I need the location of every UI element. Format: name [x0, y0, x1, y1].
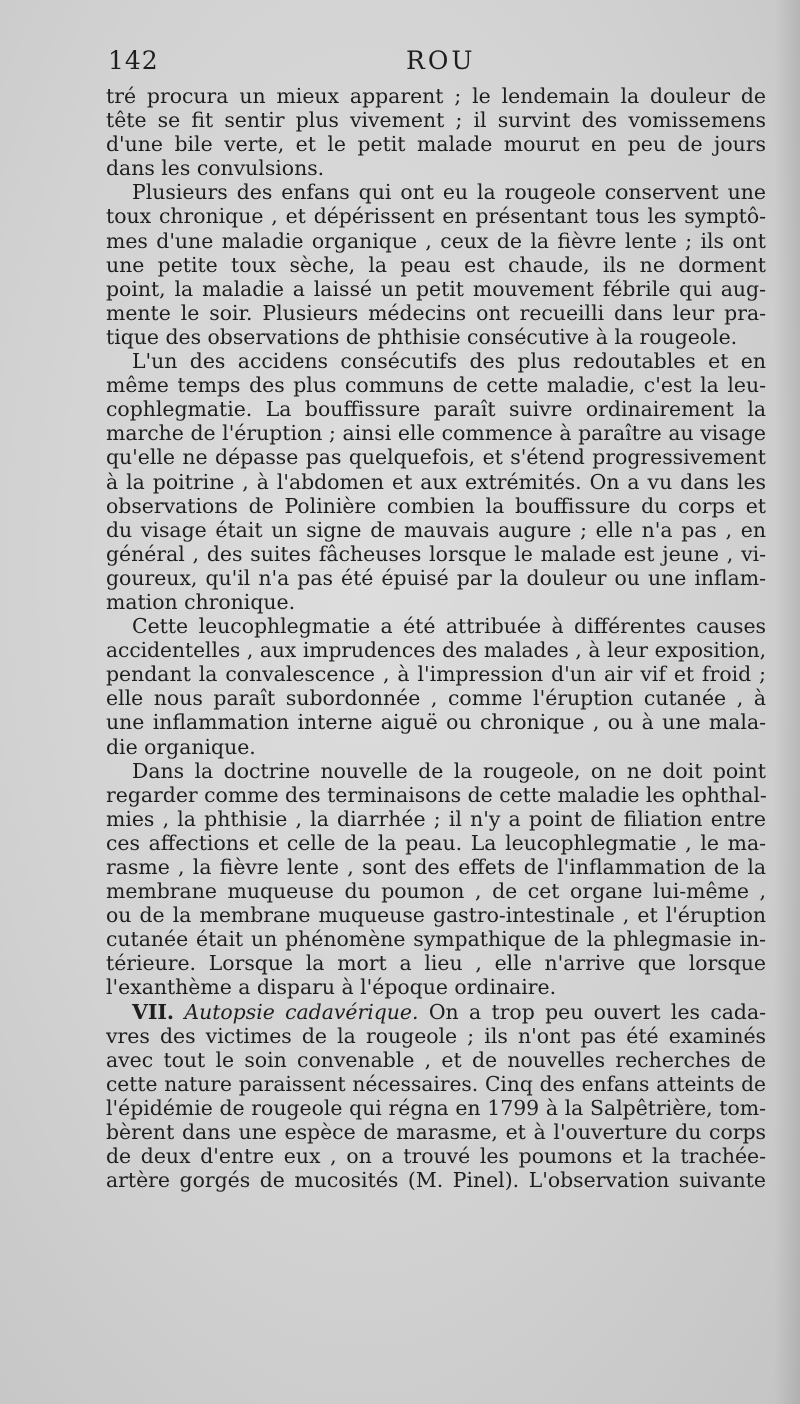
text-line: L'un des accidens consécutifs des plus redoutables et en [132, 349, 766, 374]
running-head [108, 46, 764, 86]
text-line: cophlegmatie. La bouffissure paraît suivre ordinairement la [106, 397, 766, 422]
text-line: tique des observations de phthisie consécutive à la rougeole. [106, 324, 738, 349]
text-line: avec tout le soin convenable , et de nouvelles recherches de [106, 1047, 766, 1072]
text-line: général , des suites fâcheuses lorsque le malade est jeune , vi- [106, 541, 766, 566]
text-line: ces affections et celle de la peau. La leucophlegmatie , le ma- [106, 830, 766, 855]
text-line: dans les convulsions. [106, 156, 325, 181]
text-line: pendant la convalescence , à l'impression d'un air vif et froid ; [106, 662, 766, 687]
text-line: térieure. Lorsque la mort a lieu , elle n'arrive que lorsque [106, 951, 766, 976]
text-line: cutanée était un phénomène sympathique de la phlegmasie in- [106, 927, 766, 952]
text-line: Plusieurs des enfans qui ont eu la rougeole conservent une [132, 180, 766, 205]
text-line: toux chronique , et dépérissent en présentant tous les symptô- [106, 204, 766, 229]
text-line: bèrent dans une espèce de marasme, et à l'ouverture du corps [106, 1120, 766, 1145]
text-line: membrane muqueuse du poumon , de cet organe lui-même , [106, 879, 766, 904]
text-line: Dans la doctrine nouvelle de la rougeole, on ne doit point [132, 758, 766, 783]
text-line: observations de Polinière combien la bouffissure du corps et [106, 493, 766, 518]
text-line: à la poitrine , à l'abdomen et aux extrémités. On a vu dans les [106, 469, 766, 494]
text-line: l'épidémie de rougeole qui régna en 1799 à la Salpêtrière, tom- [106, 1095, 766, 1120]
section-text: On a trop peu ouvert les cada- [418, 999, 766, 1024]
text-line: mes d'une maladie organique , ceux de la fièvre lente ; ils ont [106, 228, 766, 253]
text-line: goureux, qu'il n'a pas été épuisé par la douleur ou une inflam- [106, 565, 766, 590]
text-line: ou de la membrane muqueuse gastro-intestinale , et l'éruption [106, 903, 766, 928]
text-line: qu'elle ne dépasse pas quelquefois, et s'étend progressivement [106, 445, 766, 470]
section-number: VII. [132, 999, 174, 1024]
text-line: tête se fit sentir plus vivement ; il survint des vomissemens [106, 108, 766, 133]
text-line: Cette leucophlegmatie a été attribuée à différentes causes [132, 614, 766, 639]
text-line: rasme , la fièvre lente , sont des effets de l'inflammation de la [106, 855, 766, 879]
text-line: regarder comme des terminaisons de cette maladie les ophthal- [106, 782, 767, 807]
section-heading-line [106, 1000, 766, 1024]
text-line: vres des victimes de la rougeole ; ils n'ont pas été examinés [106, 1023, 766, 1048]
text-line: de deux d'entre eux , on a trouvé les poumons et la trachée- [106, 1144, 766, 1169]
text-line: point, la maladie a laissé un petit mouvement fébrile qui aug- [106, 276, 766, 301]
text-line: mente le soir. Plusieurs médecins ont recueilli dans leur pra- [106, 300, 766, 325]
page-number: 142 [108, 46, 159, 75]
text-line: d'une bile verte, et le petit malade mourut en peu de jours [106, 132, 766, 157]
running-head-title: ROU [406, 46, 476, 75]
text-line: accidentelles , aux imprudences des malades , à leur exposition, [106, 638, 766, 663]
text-line: même temps des plus communs de cette maladie, c'est la leu- [106, 373, 766, 398]
text-line: artère gorgés de mucosités (M. Pinel). L'observation suivante [106, 1168, 766, 1193]
text-line: mation chronique. [106, 589, 296, 614]
text-line: elle nous paraît subordonnée , comme l'éruption cutanée , à [106, 686, 766, 711]
section-title: Autopsie cadavérique. [184, 999, 419, 1024]
text-line: du visage était un signe de mauvais augure ; elle n'a pas , en [106, 517, 766, 542]
text-line: une inflammation interne aiguë ou chronique , ou à une mala- [106, 710, 766, 735]
body-text [106, 84, 766, 1192]
text-line: marche de l'éruption ; ainsi elle commence à paraître au visage [106, 421, 766, 446]
text-line: cette nature paraissent nécessaires. Cinq des enfans atteints de [106, 1071, 766, 1096]
text-line: tré procura un mieux apparent ; le lendemain la douleur de [106, 84, 766, 108]
text-line: une petite toux sèche, la peau est chaude, ils ne dorment [106, 252, 766, 277]
text-line: die organique. [106, 734, 256, 759]
text-line: l'exanthème a disparu à l'époque ordinaire. [106, 975, 557, 1000]
text-line: mies , la phthisie , la diarrhée ; il n'y a point de filiation entre [106, 806, 766, 831]
